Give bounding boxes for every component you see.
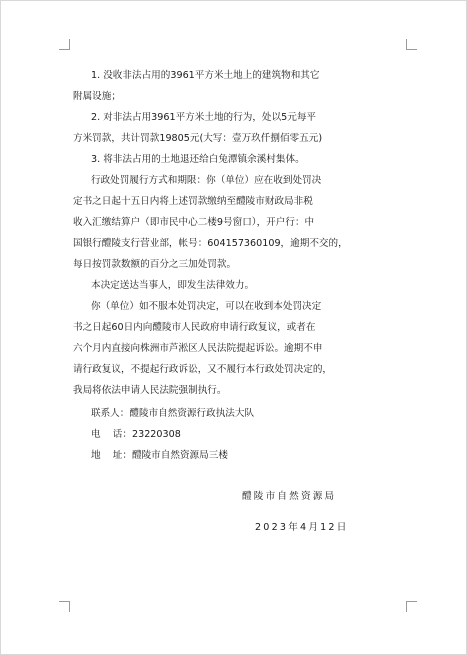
body-line: 3. 将非法占用的土地退还给白兔潭镇余溪村集体。 — [91, 154, 305, 165]
phone-label: 电 话： — [91, 429, 132, 440]
body-line: 国银行醴陵支行营业部，帐号：604157360109，逾期不交的， — [73, 238, 348, 249]
address-value: 醴陵市自然资源局三楼 — [131, 450, 228, 461]
address-label: 地 址： — [91, 450, 132, 461]
issue-date: 2023年4月12日 — [255, 522, 349, 533]
phone-row — [91, 429, 181, 441]
body-line: 行政处罚履行方式和期限：你（单位）应在收到处罚决 — [91, 175, 322, 186]
body-line: 书之日起60日内向醴陵市人民政府申请行政复议，或者在 — [73, 322, 316, 333]
contact-row — [91, 408, 254, 420]
body-line: 2. 对非法占用3961平方米土地的行为，处以5元每平 — [91, 112, 317, 123]
body-line: 本决定送达当事人，即发生法律效力。 — [91, 280, 255, 291]
body-line: 每日按罚款数额的百分之三加处罚款。 — [73, 259, 237, 270]
crop-mark-top-right — [406, 39, 417, 50]
body-line: 附属设施； — [73, 91, 121, 102]
body-line: 收入汇缴结算户（即市民中心二楼9号窗口），开户行：中 — [73, 217, 315, 228]
contact-value: 醴陵市自然资源行政执法大队 — [129, 408, 255, 419]
body-line: 方米罚款，共计罚款19805元(大写：壹万玖仟捌佰零五元) — [73, 133, 323, 144]
body-line: 定书之日起十五日内将上述罚款缴纳至醴陵市财政局非税 — [73, 196, 313, 207]
crop-mark-bottom-left — [59, 601, 70, 612]
issuer-name: 醴陵市自然资源局 — [242, 491, 337, 502]
body-line: 1. 没收非法占用的3961平方米土地上的建筑物和其它 — [91, 70, 320, 81]
body-line: 请行政复议，不提起行政诉讼，又不履行本行政处罚决定的， — [73, 364, 333, 375]
contact-label: 联系人： — [91, 408, 130, 419]
crop-mark-top-left — [59, 39, 70, 50]
body-line: 我局将依法申请人民法院强制执行。 — [73, 385, 227, 396]
crop-mark-bottom-right — [406, 601, 417, 612]
body-line: 六个月内直接向株洲市芦淞区人民法院提起诉讼。逾期不申 — [73, 343, 323, 354]
body-line: 你（单位）如不服本处罚决定，可以在收到本处罚决定 — [91, 301, 322, 312]
address-row — [91, 450, 228, 462]
phone-value: 23220308 — [131, 429, 181, 440]
